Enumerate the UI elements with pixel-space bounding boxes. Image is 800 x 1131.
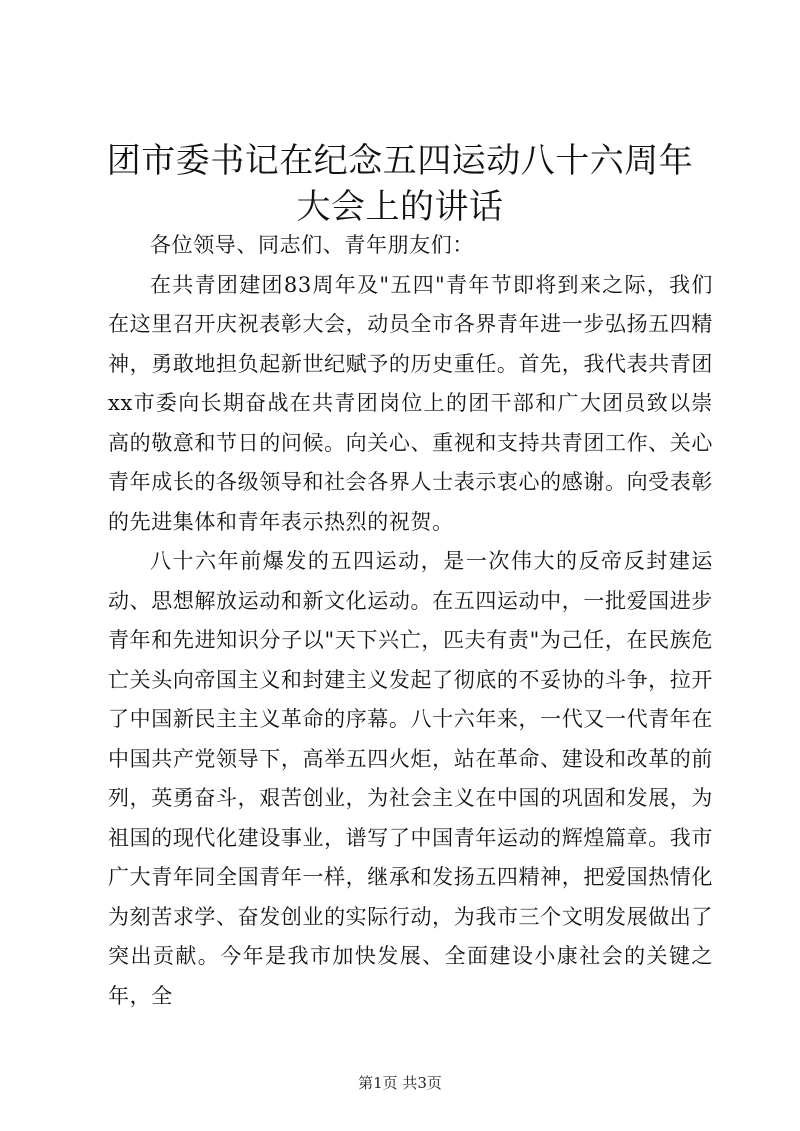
document-body xyxy=(108,226,713,1016)
page-number-footer: 第1页 共3页 xyxy=(358,1074,442,1092)
salutation-paragraph: 各位领导、同志们、青年朋友们： xyxy=(150,233,474,257)
history-paragraph: 八十六年前爆发的五四运动，是一次伟大的反帝反封建运动、思想解放运动和新文化运动。在五四运动中，一批爱国进步青年和先进知识分子以"天下兴亡，匹夫有责"为己任，在民族危亡关头向帝国主义和封建主义发起了彻底的不妥协的斗争，拉开了中国新民主主义革命的序幕。八十六年来，一代又一代青年在中国共产党领导下，高举五四火炬，站在革命、建设和改革的前列，英勇奋斗，艰苦创业，为社会主义在中国的巩固和发展，为祖国的现代化建设事业，谱写了中国青年运动的辉煌篇章。我市广大青年同全国青年一样，继承和发扬五四精神，把爱国热情化为刻苦求学、奋发创业的实际行动，为我市三个文明发展做出了突出贡献。今年是我市加快发展、全面建设小康社会的关键之年，全 xyxy=(108,549,713,1008)
opening-paragraph: 在共青团建团83周年及"五四"青年节即将到来之际，我们在这里召开庆祝表彰大会，动员全市各界青年进一步弘扬五四精神，勇敢地担负起新世纪赋予的历史重任。首先，我代表共青团xx市委向长期奋战在共青团岗位上的团干部和广大团员致以崇高的敬意和节日的问候。向关心、重视和支持共青团工作、关心青年成长的各级领导和社会各界人士表示衷心的感谢。向受表彰的先进集体和青年表示热烈的祝贺。 xyxy=(108,272,713,534)
document-title: 团市委书记在纪念五四运动八十六周年大会上的讲话 xyxy=(106,141,694,227)
